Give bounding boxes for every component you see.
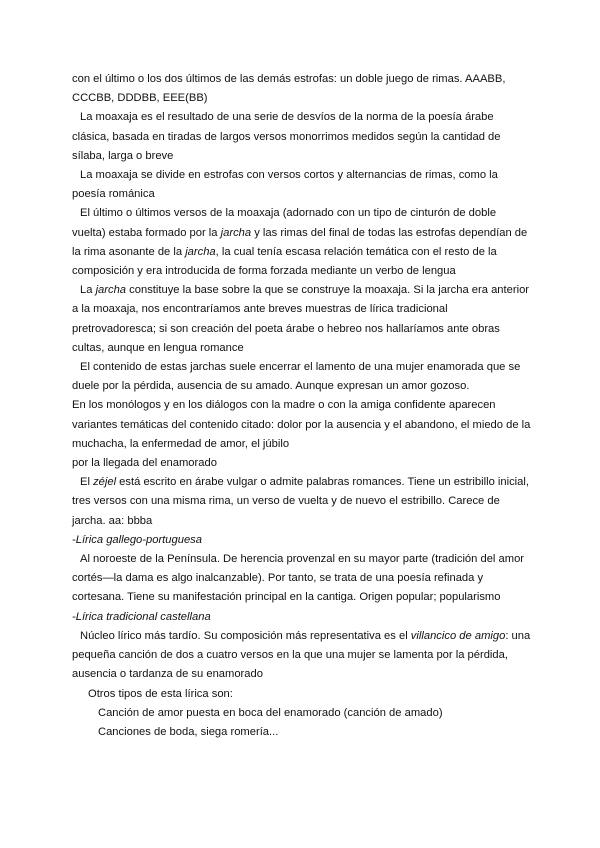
heading-lirica-gallego-portuguesa: -Lírica gallego-portuguesa xyxy=(72,533,202,546)
paragraph-monologues-end: por la llegada del enamorado xyxy=(72,457,217,470)
emphasis-term: jarcha xyxy=(220,226,252,239)
paragraph-rhyme-scheme: con el último o los dos últimos de las demás estrofas: un doble juego de rimas. AAABB, CCCBB, DDDBB, EEE(BB) xyxy=(72,73,506,105)
paragraph-other-types: Otros tipos de esta lírica son: xyxy=(88,687,233,700)
paragraph-gallego-portuguesa: Al noroeste de la Península. De herencia provenzal en su mayor parte (tradición del amor cortés—la dama es algo inalcanzable). Por tanto, se trata de una poesía refinada y cortesana. Tiene su manifestación principal en la cantiga. Origen popular; popularismo xyxy=(72,553,525,604)
text-segment: está escrito en árabe vulgar o admite palabras romances. Tiene un estribillo inicial, tres versos con una misma rima, un verso de vuelta y de nuevo el estribillo. Carece de jarcha. aa: bbba xyxy=(72,476,529,527)
paragraph-jarcha-definition xyxy=(72,204,532,281)
text-segment: y las rimas del final de todas las estrofas dependían de la rima asonante de la xyxy=(72,226,528,258)
paragraph-castellana xyxy=(72,627,532,685)
document-body xyxy=(72,70,532,742)
paragraph-jarcha-content: El contenido de estas jarchas suele encerrar el lamento de una mujer enamorada que se duele por la pérdida, ausencia de su amado. Aunque expresan un amor gozoso. xyxy=(72,361,521,393)
paragraph-jarcha-base xyxy=(72,281,532,358)
emphasis-term: zéjel xyxy=(93,476,117,489)
paragraph-moaxaja-origin: La moaxaja es el resultado de una serie de desvíos de la norma de la poesía árabe clásica, basada en tiradas de largos versos monorrimos medidos según la cantidad de sílaba, larga o breve xyxy=(72,111,501,162)
paragraph-monologues: En los monólogos y en los diálogos con la madre o con la amiga confidente aparecen variantes temáticas del contenido citado: dolor por la ausencia y el abandono, el miedo de la muchacha, la enfermedad de amor, el júbilo xyxy=(72,399,531,450)
heading-lirica-tradicional-castellana: -Lírica tradicional castellana xyxy=(72,610,211,623)
text-segment: , la cual tenía escasa relación temática con el resto de la composición y era introducida de forma forzada mediante un verbo de lengua xyxy=(72,245,497,278)
text-segment: El xyxy=(80,476,94,489)
emphasis-term: villancico de amigo xyxy=(410,629,506,642)
text-segment: La xyxy=(80,284,96,297)
text-segment: : una pequeña canción de dos a cuatro versos en la que una mujer se lamenta por la pérdida, ausencia o tardanza de su enamorado xyxy=(72,629,531,681)
emphasis-term: jarcha xyxy=(185,245,216,258)
list-item: Canción de amor puesta en boca del enamorado (canción de amado) xyxy=(98,706,443,719)
text-segment: constituye la base sobre la que se construye la moaxaja. Si la jarcha era anterior a la moaxaja, nos encontraríamos ante breves muestras de lírica tradicional pretrovadoresca; si son creación del poeta árabe o hebreo nos hallaríamos ante obras cultas, aunque en lengua romance xyxy=(72,284,530,354)
list-item: Canciones de boda, siega romería... xyxy=(98,725,279,738)
text-segment: El último o últimos versos de la moaxaja (adornado con un tipo de cinturón de doble vuelta) estaba formado por la xyxy=(72,207,497,239)
text-segment: Núcleo lírico más tardío. Su composición más representativa es el xyxy=(80,629,411,642)
paragraph-zejel xyxy=(72,473,532,531)
emphasis-term: jarcha xyxy=(95,284,127,297)
paragraph-moaxaja-stanzas: La moaxaja se divide en estrofas con versos cortos y alternancias de rimas, como la poesía románica xyxy=(72,169,498,201)
